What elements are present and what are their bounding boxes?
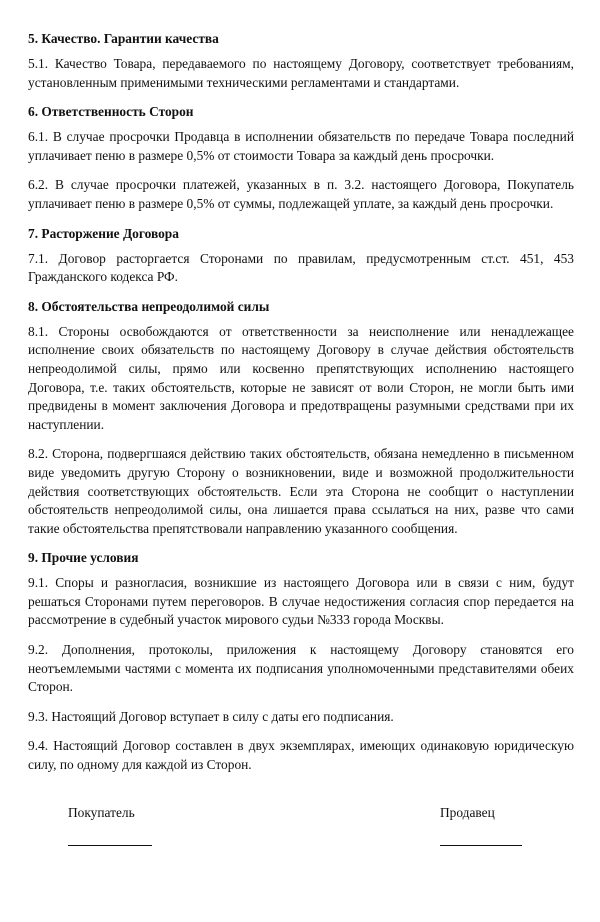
buyer-signature-line — [68, 845, 152, 846]
paragraph-9-2: 9.2. Дополнения, протоколы, приложения к настоящему Договору становятся его неотъемлемыми частями с момента их подписания уполномоченными представителями обеих Сторон. — [28, 642, 574, 695]
section-other-terms — [28, 549, 574, 774]
paragraph-8-2: 8.2. Сторона, подвергшаяся действию таких обстоятельств, обязана немедленно в письменном виде уведомить другую Сторону о возникновении, виде и возможной продолжительности действия соответствующих обстоятельств. Если эта Сторона не сообщит о наступлении обстоятельств непреодолимой силы, она лишается права ссылаться на них, разве что сами такие обстоятельства препятствовали направлению указанного сообщения. — [28, 446, 574, 536]
section-title: 7. Расторжение Договора — [28, 225, 179, 241]
paragraph-6-1: 6.1. В случае просрочки Продавца в исполнении обязательств по передаче Товара последний уплачивает пеню в размере 0,5% от стоимости Товара за каждый день просрочки. — [28, 129, 574, 163]
section-title: 9. Прочие условия — [28, 550, 139, 566]
section-force-majeure — [28, 298, 574, 539]
buyer-label: Покупатель — [68, 805, 135, 820]
buyer-signature — [68, 804, 152, 846]
paragraph-6-2: 6.2. В случае просрочки платежей, указанных в п. 3.2. настоящего Договора, Покупатель уплачивает пеню в размере 0,5% от суммы, подлежащей уплате, за каждый день просрочки. — [28, 177, 574, 211]
signature-block — [0, 804, 600, 864]
paragraph-9-4: 9.4. Настоящий Договор составлен в двух экземплярах, имеющих одинаковую юридическую силу, по одному для каждой из Сторон. — [28, 738, 574, 773]
seller-signature-line — [440, 845, 522, 846]
paragraph-7-1: 7.1. Договор расторгается Сторонами по правилам, предусмотренным ст.ст. 451, 453 Гражданского кодекса РФ. — [28, 250, 574, 285]
section-title: 6. Ответственность Сторон — [28, 104, 194, 120]
section-title: 8. Обстоятельства непреодолимой силы — [28, 298, 270, 314]
section-title: 5. Качество. Гарантии качества — [28, 31, 219, 46]
section-termination — [28, 225, 574, 287]
paragraph-8-1: 8.1. Стороны освобождаются от ответственности за неисполнение или ненадлежащее исполнение своих обязательств по настоящему Договору в случае действия обстоятельств непреодолимой силы, прямо или косвенно препятствующих исполнению настоящего Договора, т.е. таких обстоятельств, которые не зависят от воли Сторон, не могли быть ими предвидены в момент заключения Договора и предотвращены разумными средствами при их наступлении. — [28, 323, 574, 432]
paragraph-9-3: 9.3. Настоящий Договор вступает в силу с даты его подписания. — [28, 708, 394, 724]
section-liability — [28, 103, 574, 213]
paragraph-5-1: 5.1. Качество Товара, передаваемого по настоящему Договору, соответствует требованиям, установленным применимыми техническими регламентами и стандартами. — [28, 56, 574, 90]
seller-label: Продавец — [440, 805, 495, 820]
section-quality — [28, 30, 574, 92]
seller-signature — [440, 804, 522, 846]
paragraph-9-1: 9.1. Споры и разногласия, возникшие из настоящего Договора или в связи с ним, будут решаться Сторонами путем переговоров. В случае недостижения согласия спор передается на рассмотрение в судебный участок мирового судьи №333 города Москвы. — [28, 575, 574, 628]
